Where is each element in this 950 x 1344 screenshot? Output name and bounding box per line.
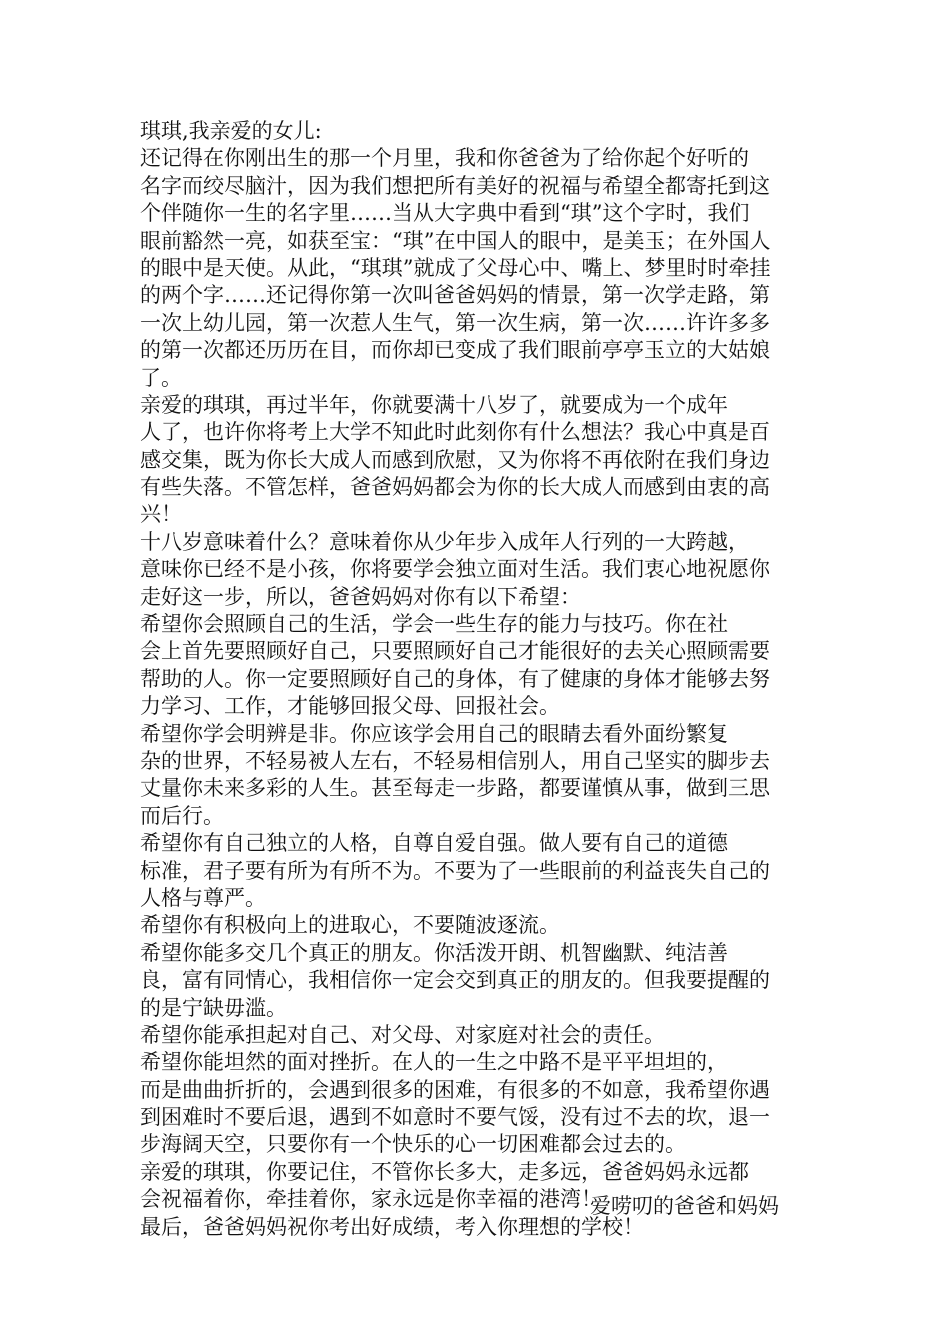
- letter-line: 十八岁意味着什么？意味着你从少年步入成年人行列的一大跨越，: [140, 529, 749, 554]
- letter-line: 有些失落。不管怎样，爸爸妈妈都会为你的长大成人而感到由衷的高: [140, 475, 770, 500]
- letter-line: 步海阔天空，只要你有一个快乐的心一切困难都会过去的。: [140, 1132, 686, 1157]
- letter-line: 眼前豁然一亮，如获至宝：“琪”在中国人的眼中，是美玉；在外国人: [140, 228, 771, 253]
- letter-line: 帮助的人。你一定要照顾好自己的身体，有了健康的身体才能够去努: [140, 666, 770, 691]
- letter-body: [140, 118, 812, 1241]
- letter-line: 感交集，既为你长大成人而感到欣慰，又为你将不再依附在我们身边: [140, 447, 770, 472]
- letter-line: 人了，也许你将考上大学不知此时此刻你有什么想法？我心中真是百: [140, 420, 770, 445]
- letter-line: 杂的世界，不轻易被人左右，不轻易相信别人，用自己坚实的脚步去: [140, 748, 770, 773]
- letter-line: 希望你学会明辨是非。你应该学会用自己的眼睛去看外面纷繁复: [140, 721, 728, 746]
- letter-line: 亲爱的琪琪，你要记住，不管你长多大，走多远，爸爸妈妈永远都: [140, 1159, 749, 1184]
- letter-line: 的眼中是天使。从此，“琪琪”就成了父母心中、嘴上、梦里时时牵挂: [140, 255, 771, 280]
- letter-line: 个伴随你一生的名字里……当从大字典中看到“琪”这个字时，我们: [140, 201, 750, 226]
- letter-line: 兴！: [140, 502, 182, 527]
- letter-line: 希望你能承担起对自己、对父母、对家庭对社会的责任。: [140, 1022, 665, 1047]
- letter-line: 会上首先要照顾好自己，只要照顾好自己才能很好的去关心照顾需要: [140, 639, 770, 664]
- letter-line: 的第一次都还历历在目，而你却已变成了我们眼前亭亭玉立的大姑娘: [140, 338, 770, 363]
- letter-line: 的两个字……还记得你第一次叫爸爸妈妈的情景，第一次学走路，第: [140, 283, 770, 308]
- letter-line: 最后，爸爸妈妈祝你考出好成绩，考入你理想的学校！: [140, 1214, 644, 1239]
- letter-line: 希望你会照顾自己的生活，学会一些生存的能力与技巧。你在社: [140, 612, 728, 637]
- letter-line: 到困难时不要后退，遇到不如意时不要气馁，没有过不去的坎，退一: [140, 1105, 770, 1130]
- letter-line: 会祝福着你，牵挂着你，家永远是你幸福的港湾！: [140, 1187, 602, 1212]
- letter-line: 了。: [140, 365, 182, 390]
- letter-line: 而后行。: [140, 803, 224, 828]
- letter-line: 名字而绞尽脑汁，因为我们想把所有美好的祝福与希望全都寄托到这: [140, 173, 770, 198]
- letter-signature: 爱唠叨的爸爸和妈妈: [590, 1194, 779, 1218]
- letter-line: 良，富有同情心，我相信你一定会交到真正的朋友的。但我要提醒的: [140, 968, 770, 993]
- letter-line: 亲爱的琪琪，再过半年，你就要满十八岁了，就要成为一个成年: [140, 392, 728, 417]
- letter-line: 人格与尊严。: [140, 885, 266, 910]
- letter-line: 希望你有自己独立的人格，自尊自爱自强。做人要有自己的道德: [140, 831, 728, 856]
- letter-line: 丈量你未来多彩的人生。甚至每走一步路，都要谨慎从事，做到三思: [140, 776, 770, 801]
- letter-line: 的是宁缺毋滥。: [140, 995, 287, 1020]
- letter-line: 意味你已经不是小孩，你将要学会独立面对生活。我们衷心地祝愿你: [140, 557, 770, 582]
- letter-line: 希望你能多交几个真正的朋友。你活泼开朗、机智幽默、纯洁善: [140, 940, 728, 965]
- letter-line: 力学习、工作，才能够回报父母、回报社会。: [140, 694, 560, 719]
- letter-line: 还记得在你刚出生的那一个月里，我和你爸爸为了给你起个好听的: [140, 146, 749, 171]
- letter-line: 琪琪,我亲爱的女儿:: [140, 119, 322, 143]
- letter-line: 而是曲曲折折的，会遇到很多的困难，有很多的不如意，我希望你遇: [140, 1077, 770, 1102]
- letter-line: 一次上幼儿园，第一次惹人生气，第一次生病，第一次……许许多多: [140, 310, 770, 335]
- letter-line: 标准，君子要有所为有所不为。不要为了一些眼前的利益丧失自己的: [140, 858, 770, 883]
- letter-line: 希望你能坦然的面对挫折。在人的一生之中路不是平平坦坦的，: [140, 1050, 728, 1075]
- letter-line: 希望你有积极向上的进取心，不要随波逐流。: [140, 913, 560, 938]
- letter-line: 走好这一步，所以，爸爸妈妈对你有以下希望：: [140, 584, 581, 609]
